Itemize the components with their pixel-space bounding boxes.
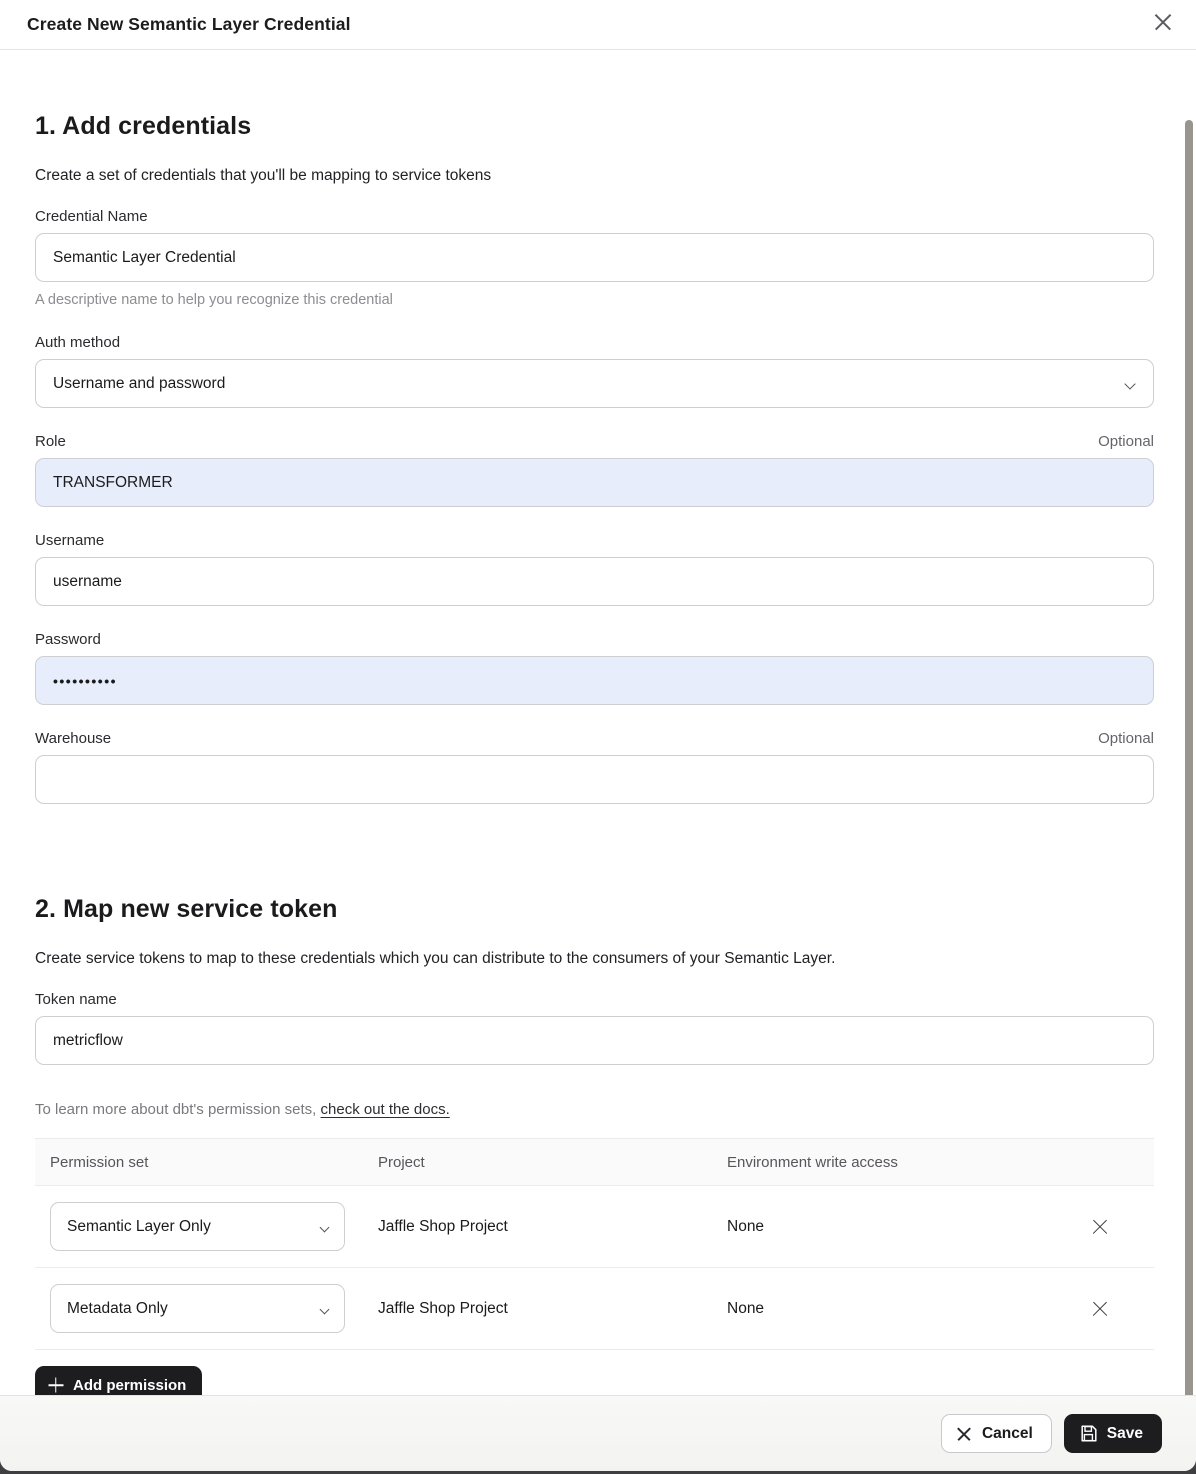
save-icon <box>1080 1425 1097 1442</box>
section2-description: Create service tokens to map to these credentials which you can distribute to the consumers of your Semantic Layer. <box>35 950 836 967</box>
warehouse-optional-tag: Optional <box>1098 730 1154 747</box>
credential-name-input[interactable] <box>35 233 1154 282</box>
column-environment-write-access: Environment write access <box>727 1153 898 1171</box>
permission-set-select[interactable] <box>50 1284 345 1333</box>
add-permission-label: Add permission <box>73 1376 187 1394</box>
remove-icon <box>1092 1301 1108 1317</box>
project-cell: Jaffle Shop Project <box>378 1217 508 1235</box>
role-group <box>35 433 1154 507</box>
credential-name-label: Credential Name <box>35 208 148 225</box>
token-name-input[interactable] <box>35 1016 1154 1065</box>
username-group <box>35 532 1154 606</box>
password-group <box>35 631 1154 705</box>
close-button[interactable] <box>1154 13 1172 36</box>
modal-body <box>0 50 1196 1395</box>
chevron-down-icon <box>1125 378 1136 389</box>
auth-method-group <box>35 334 1154 408</box>
remove-permission-button[interactable] <box>1070 1219 1154 1235</box>
scrollbar[interactable] <box>1185 120 1193 1395</box>
save-button[interactable] <box>1064 1414 1162 1453</box>
docs-prefix: To learn more about dbt's permission sets, <box>35 1101 317 1118</box>
section1-description: Create a set of credentials that you'll be mapping to service tokens <box>35 167 492 184</box>
token-name-group <box>35 991 1154 1065</box>
username-label: Username <box>35 532 105 549</box>
modal-title: Create New Semantic Layer Credential <box>27 14 351 34</box>
table-row <box>35 1186 1154 1268</box>
warehouse-label: Warehouse <box>35 730 112 747</box>
cancel-label: Cancel <box>981 1424 1033 1442</box>
close-icon <box>1154 13 1172 31</box>
save-label: Save <box>1106 1424 1143 1442</box>
credential-name-helper: A descriptive name to help you recognize this credential <box>35 292 393 308</box>
environment-write-access-cell: None <box>727 1217 765 1235</box>
credential-name-group <box>35 208 1154 309</box>
role-input[interactable] <box>35 458 1154 507</box>
docs-line <box>35 1101 1154 1119</box>
auth-method-value: Username and password <box>53 374 226 392</box>
cancel-button[interactable] <box>941 1414 1052 1453</box>
warehouse-group <box>35 730 1154 804</box>
password-label: Password <box>35 631 101 648</box>
permission-set-value: Semantic Layer Only <box>67 1217 211 1235</box>
warehouse-input[interactable] <box>35 755 1154 804</box>
chevron-down-icon <box>320 1304 330 1314</box>
project-cell: Jaffle Shop Project <box>378 1299 508 1317</box>
remove-permission-button[interactable] <box>1070 1301 1154 1317</box>
permission-set-select[interactable] <box>50 1202 345 1251</box>
modal-header <box>0 0 1196 50</box>
add-permission-button[interactable] <box>35 1366 202 1395</box>
remove-icon <box>1092 1219 1108 1235</box>
auth-method-select[interactable] <box>35 359 1154 408</box>
column-permission-set: Permission set <box>50 1153 149 1171</box>
permission-set-value: Metadata Only <box>67 1299 168 1317</box>
chevron-down-icon <box>320 1222 330 1232</box>
column-project: Project <box>378 1153 425 1171</box>
cancel-x-icon <box>957 1426 972 1441</box>
section1-heading: 1. Add credentials <box>35 112 252 140</box>
role-optional-tag: Optional <box>1098 433 1154 450</box>
docs-link[interactable]: check out the docs. <box>320 1101 450 1118</box>
table-row <box>35 1268 1154 1350</box>
plus-icon <box>48 1378 63 1393</box>
permissions-table-header <box>35 1138 1154 1186</box>
role-label: Role <box>35 433 66 450</box>
password-input[interactable] <box>35 656 1154 705</box>
token-name-label: Token name <box>35 991 117 1008</box>
permissions-table <box>35 1138 1154 1350</box>
section2-heading: 2. Map new service token <box>35 895 338 923</box>
username-input[interactable] <box>35 557 1154 606</box>
auth-method-label: Auth method <box>35 334 121 351</box>
environment-write-access-cell: None <box>727 1299 765 1317</box>
modal-footer <box>0 1395 1196 1471</box>
